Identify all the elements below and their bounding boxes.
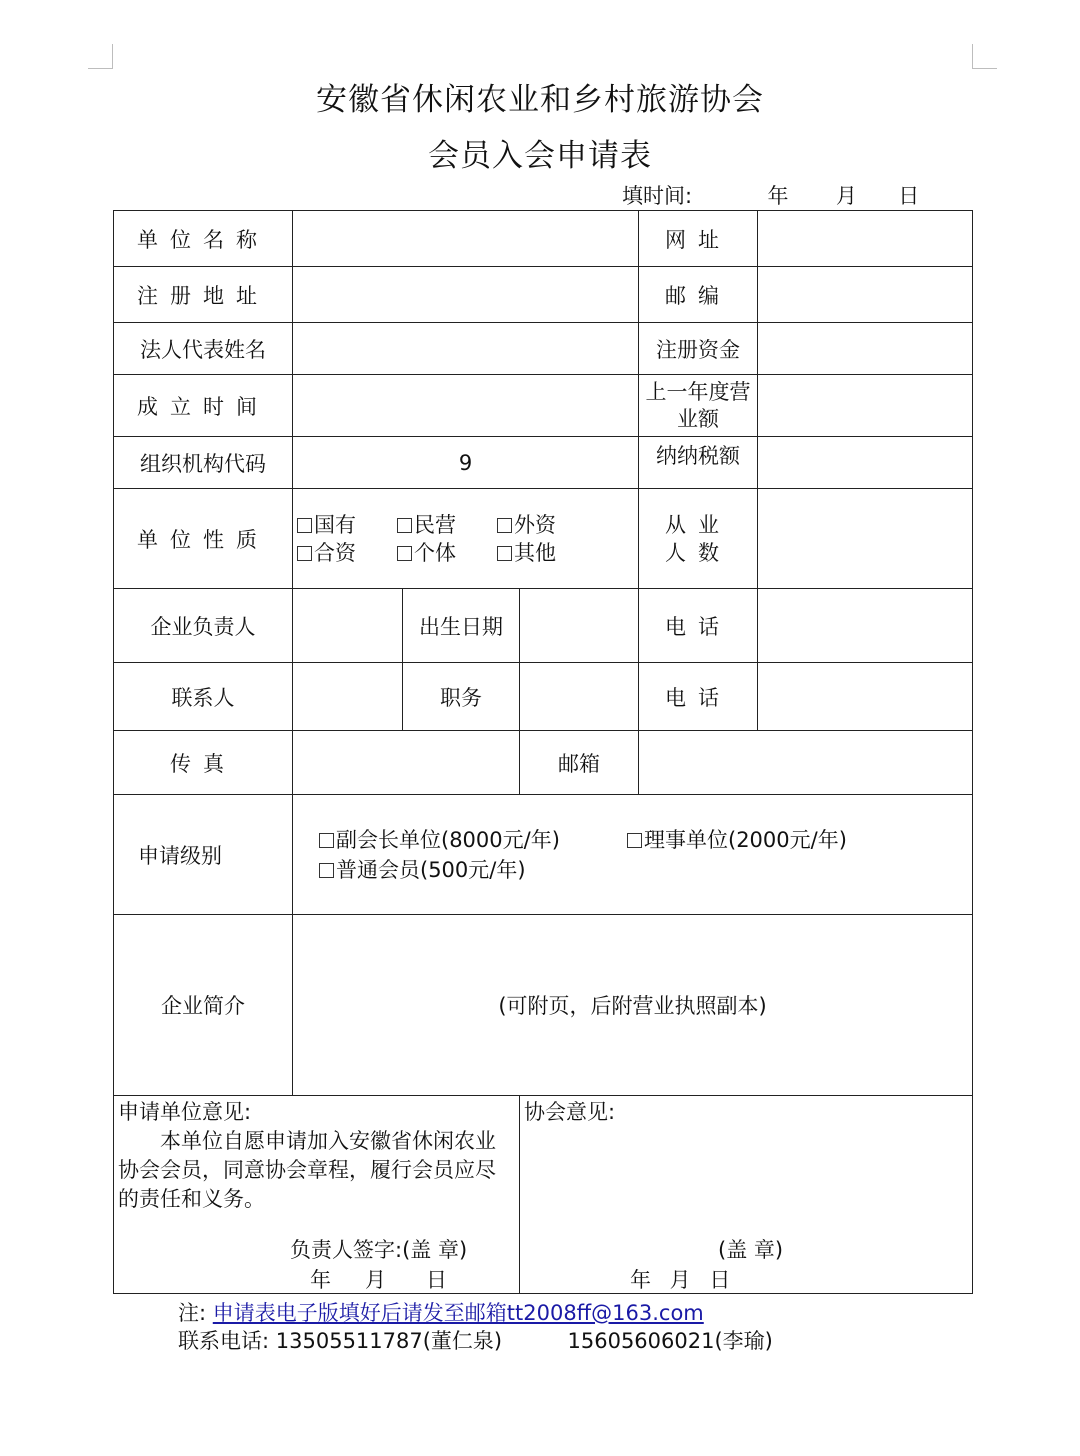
applicant-opinion-text: 本单位自愿申请加入安徽省休闲农业协会会员，同意协会章程，履行会员应尽的责任和义务。 — [118, 1129, 496, 1211]
applicant-opinion-label: 申请单位意见: — [118, 1100, 252, 1124]
label-postcode: 邮编 — [639, 267, 758, 323]
label-profile: 企业简介 — [114, 915, 293, 1096]
input-fax[interactable] — [293, 731, 520, 795]
checkbox-icon — [397, 518, 412, 533]
label-reg-capital: 注册资金 — [639, 323, 758, 375]
input-legal-rep[interactable] — [293, 323, 639, 375]
crop-mark-top-right — [972, 44, 997, 69]
fill-date-year: 年 — [767, 184, 789, 208]
option-vice-president-unit[interactable]: 副会长单位(8000元/年) — [319, 825, 627, 855]
option-other[interactable]: 其他 — [497, 539, 597, 567]
fill-date-line — [622, 180, 919, 210]
form-title-line2: 会员入会申请表 — [428, 138, 652, 174]
label-tax: 纳纳税额 — [639, 437, 758, 489]
fill-date-day: 日 — [898, 184, 920, 208]
option-foreign[interactable]: 外资 — [497, 511, 597, 539]
fill-date-label: 填时间: — [622, 184, 693, 208]
checkbox-icon — [497, 546, 512, 561]
checkbox-icon — [319, 833, 334, 848]
label-birth-date: 出生日期 — [403, 589, 520, 663]
input-email[interactable] — [639, 731, 973, 795]
label-legal-rep: 法人代表姓名 — [114, 323, 293, 375]
contact-phone-label: 联系电话: — [178, 1329, 270, 1353]
applicant-date-year: 年 — [310, 1268, 331, 1292]
label-website: 网址 — [639, 211, 758, 267]
input-reg-address[interactable] — [293, 267, 639, 323]
crop-mark-top-left — [88, 44, 113, 69]
contact-phone-1: 13505511787(董仁泉) — [275, 1329, 503, 1353]
checkbox-icon — [319, 863, 334, 878]
label-reg-address: 注册地址 — [114, 267, 293, 323]
association-opinion-cell — [520, 1096, 973, 1294]
label-leader: 企业负责人 — [114, 589, 293, 663]
input-website[interactable] — [758, 211, 973, 267]
label-unit-name: 单位名称 — [114, 211, 293, 267]
input-phone-2[interactable] — [758, 663, 973, 731]
input-founded[interactable] — [293, 375, 639, 437]
input-position[interactable] — [520, 663, 639, 731]
label-employees — [639, 489, 758, 589]
label-apply-level: 申请级别 — [114, 795, 293, 915]
label-employees-line2: 人数 — [665, 540, 732, 565]
label-founded: 成立时间 — [114, 375, 293, 437]
applicant-date-month: 月 — [365, 1268, 386, 1292]
input-leader[interactable] — [293, 589, 403, 663]
input-unit-name[interactable] — [293, 211, 639, 267]
label-last-year-revenue: 上一年度营业额 — [639, 375, 758, 437]
input-reg-capital[interactable] — [758, 323, 973, 375]
input-profile[interactable]: (可附页，后附营业执照副本) — [293, 915, 973, 1096]
input-org-code[interactable]: 9 — [293, 437, 639, 489]
fill-date-month: 月 — [835, 184, 857, 208]
input-phone[interactable] — [758, 589, 973, 663]
input-employees[interactable] — [758, 489, 973, 589]
application-form-table — [113, 210, 973, 1294]
option-council-unit[interactable]: 理事单位(2000元/年) — [627, 828, 847, 852]
applicant-date-day: 日 — [426, 1268, 447, 1292]
contact-phone-2: 15605606021(李瑜) — [567, 1329, 773, 1353]
option-individual[interactable]: 个体 — [397, 539, 497, 567]
apply-level-options — [293, 795, 973, 915]
input-tax[interactable] — [758, 437, 973, 489]
label-email: 邮箱 — [520, 731, 639, 795]
option-private[interactable]: 民营 — [397, 511, 497, 539]
input-postcode[interactable] — [758, 267, 973, 323]
label-phone: 电话 — [639, 589, 758, 663]
association-date: 年 月 日 — [630, 1268, 737, 1292]
label-org-code: 组织机构代码 — [114, 437, 293, 489]
input-birth-date[interactable] — [520, 589, 639, 663]
label-phone-2: 电话 — [639, 663, 758, 731]
checkbox-icon — [497, 518, 512, 533]
label-fax: 传真 — [114, 731, 293, 795]
association-opinion-label: 协会意见: — [524, 1100, 616, 1124]
applicant-signature: 负责人签字:(盖 章) — [290, 1238, 468, 1262]
unit-type-options — [293, 489, 639, 589]
option-state-owned[interactable]: 国有 — [297, 511, 397, 539]
option-joint[interactable]: 合资 — [297, 539, 397, 567]
checkbox-icon — [297, 518, 312, 533]
association-stamp: (盖 章) — [718, 1238, 784, 1262]
checkbox-icon — [627, 833, 642, 848]
label-contact: 联系人 — [114, 663, 293, 731]
label-position: 职务 — [403, 663, 520, 731]
note-email-link[interactable]: 申请表电子版填好后请发至邮箱tt2008ff@163.com — [212, 1301, 704, 1325]
label-unit-type: 单位性质 — [114, 489, 293, 589]
checkbox-icon — [397, 546, 412, 561]
applicant-opinion-cell — [114, 1096, 520, 1294]
contact-phone-line — [178, 1325, 773, 1355]
form-title-line1: 安徽省休闲农业和乡村旅游协会 — [316, 82, 764, 118]
applicant-date — [310, 1266, 447, 1295]
note-prefix: 注: — [178, 1301, 207, 1325]
label-employees-line1: 从业 — [665, 512, 732, 537]
option-ordinary-member[interactable]: 普通会员(500元/年) — [319, 858, 526, 882]
input-last-year-revenue[interactable] — [758, 375, 973, 437]
note-line — [178, 1297, 704, 1327]
input-contact[interactable] — [293, 663, 403, 731]
checkbox-icon — [297, 546, 312, 561]
